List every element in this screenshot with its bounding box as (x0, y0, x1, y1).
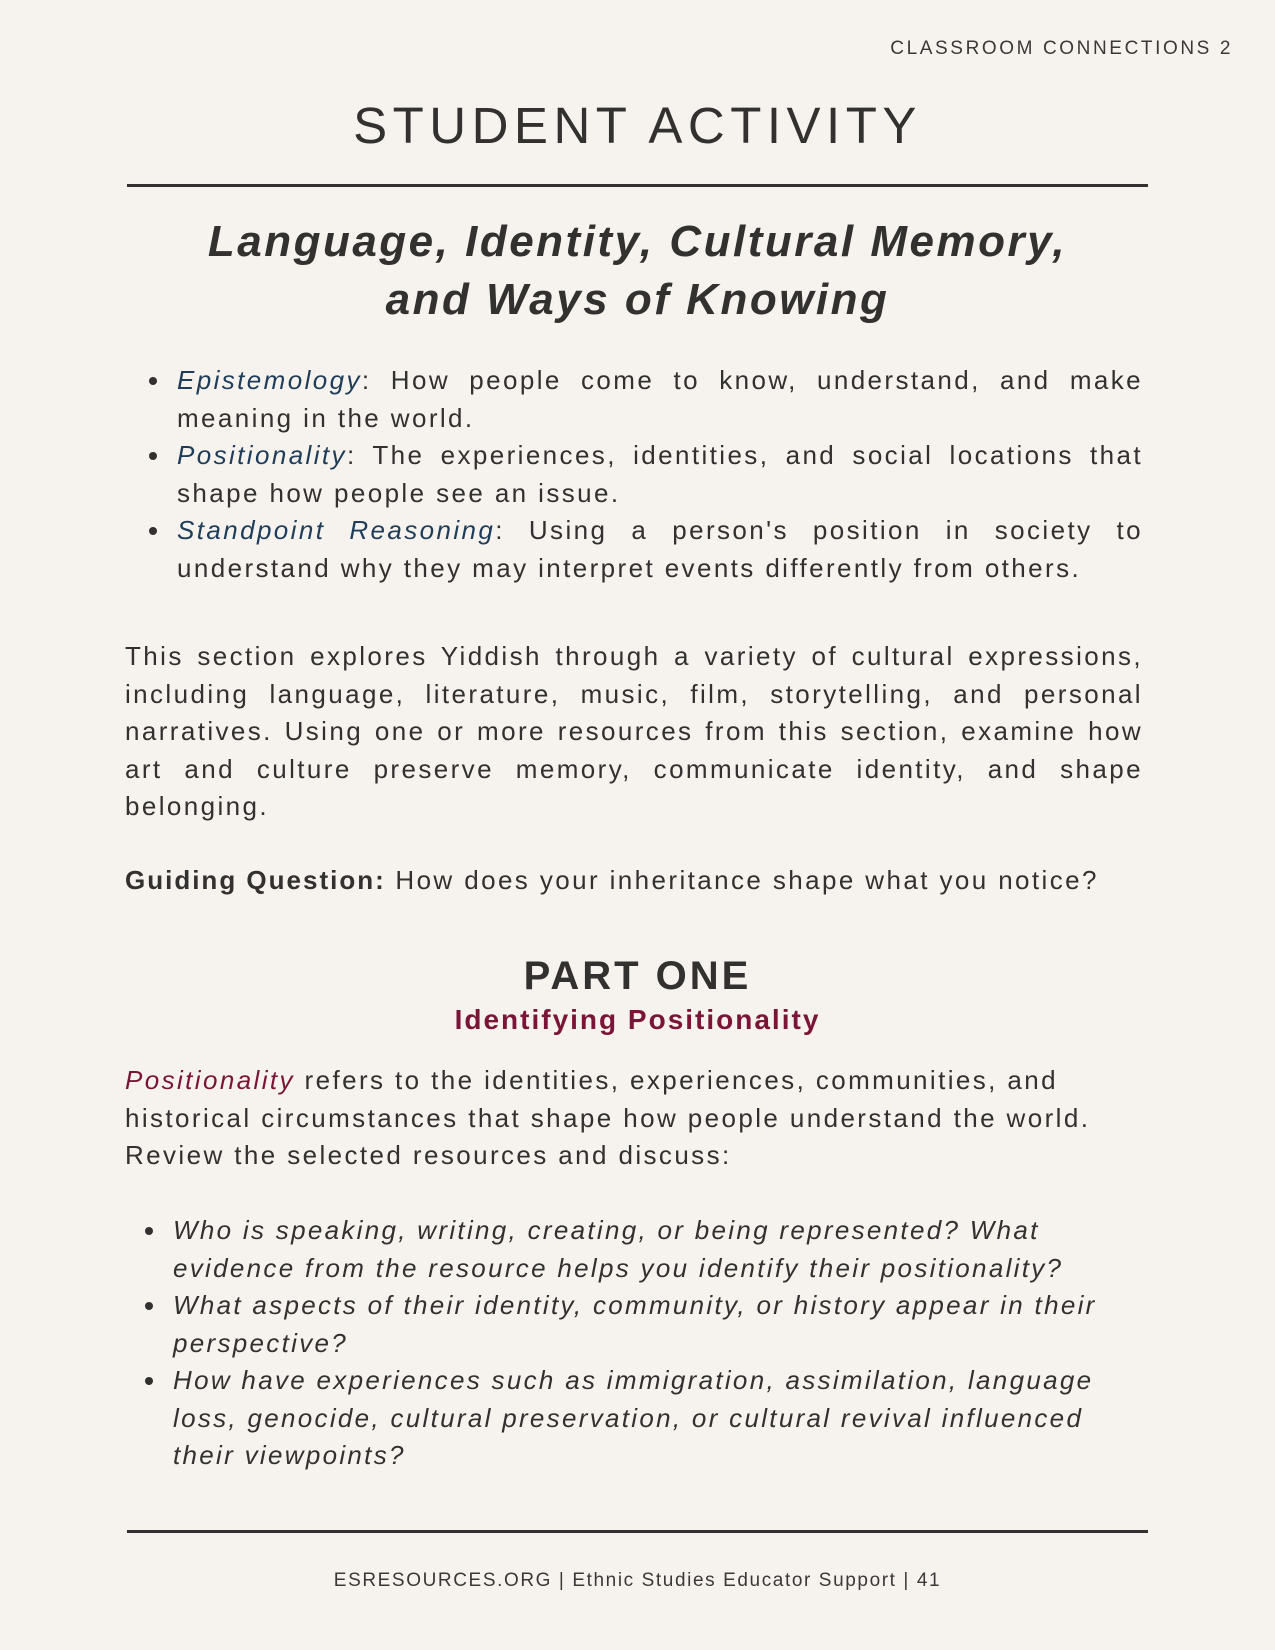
part-title: PART ONE (523, 954, 752, 998)
top-divider (127, 184, 1148, 187)
definition-item-standpoint-reasoning (177, 512, 1143, 587)
definition-term: Epistemology (177, 365, 362, 395)
definition-text: : The experiences, identities, and social locations that shape how people see an issue. (177, 440, 1143, 508)
discussion-question: What aspects of their identity, community, or history appear in their perspective? (173, 1287, 1143, 1362)
definition-term: Positionality (177, 440, 347, 470)
discussion-question-list (125, 1212, 1143, 1475)
part-subtitle: Identifying Positionality (454, 1004, 821, 1035)
guiding-question-text: How does your inheritance shape what you notice? (385, 865, 1099, 895)
discussion-question: Who is speaking, writing, creating, or being represented? What evidence from the resource helps you identify their positionality? (173, 1212, 1143, 1287)
discussion-question: How have experiences such as immigration, assimilation, language loss, genocide, cultural preservation, or cultural revival influenced their viewpoints? (173, 1362, 1143, 1475)
section-title-line-1: Language, Identity, Cultural Memory, (207, 217, 1068, 266)
guiding-question-label: Guiding Question: (125, 865, 386, 895)
definition-text: : Using a person's position in society to understand why they may interpret events differently from others. (177, 515, 1143, 583)
definition-item-epistemology (177, 362, 1143, 437)
positionality-paragraph (125, 1062, 1143, 1175)
positionality-body: refers to the identities, experiences, communities, and historical circumstances that shape how people understand the world. Review the selected resources and discuss: (125, 1065, 1091, 1170)
intro-paragraph: This section explores Yiddish through a variety of cultural expressions, including language, literature, music, film, storytelling, and personal narratives. Using one or more resources from this section, examine how art and culture preserve memory, communicate identity, and shape belonging. (125, 641, 1143, 821)
page-footer: ESRESOURCES.ORG | Ethnic Studies Educator Support | 41 (333, 1570, 942, 1591)
section-title (120, 213, 1155, 329)
page-heading: STUDENT ACTIVITY (353, 97, 922, 154)
positionality-term: Positionality (125, 1065, 295, 1095)
definition-list (125, 362, 1143, 587)
section-title-line-2: and Ways of Knowing (385, 275, 890, 324)
definition-text: : How people come to know, understand, and make meaning in the world. (177, 365, 1143, 433)
definition-term: Standpoint Reasoning (177, 515, 496, 545)
definition-item-positionality (177, 437, 1143, 512)
guiding-question (125, 862, 1143, 900)
running-header: CLASSROOM CONNECTIONS 2 (890, 38, 1233, 59)
bottom-divider (127, 1530, 1148, 1533)
